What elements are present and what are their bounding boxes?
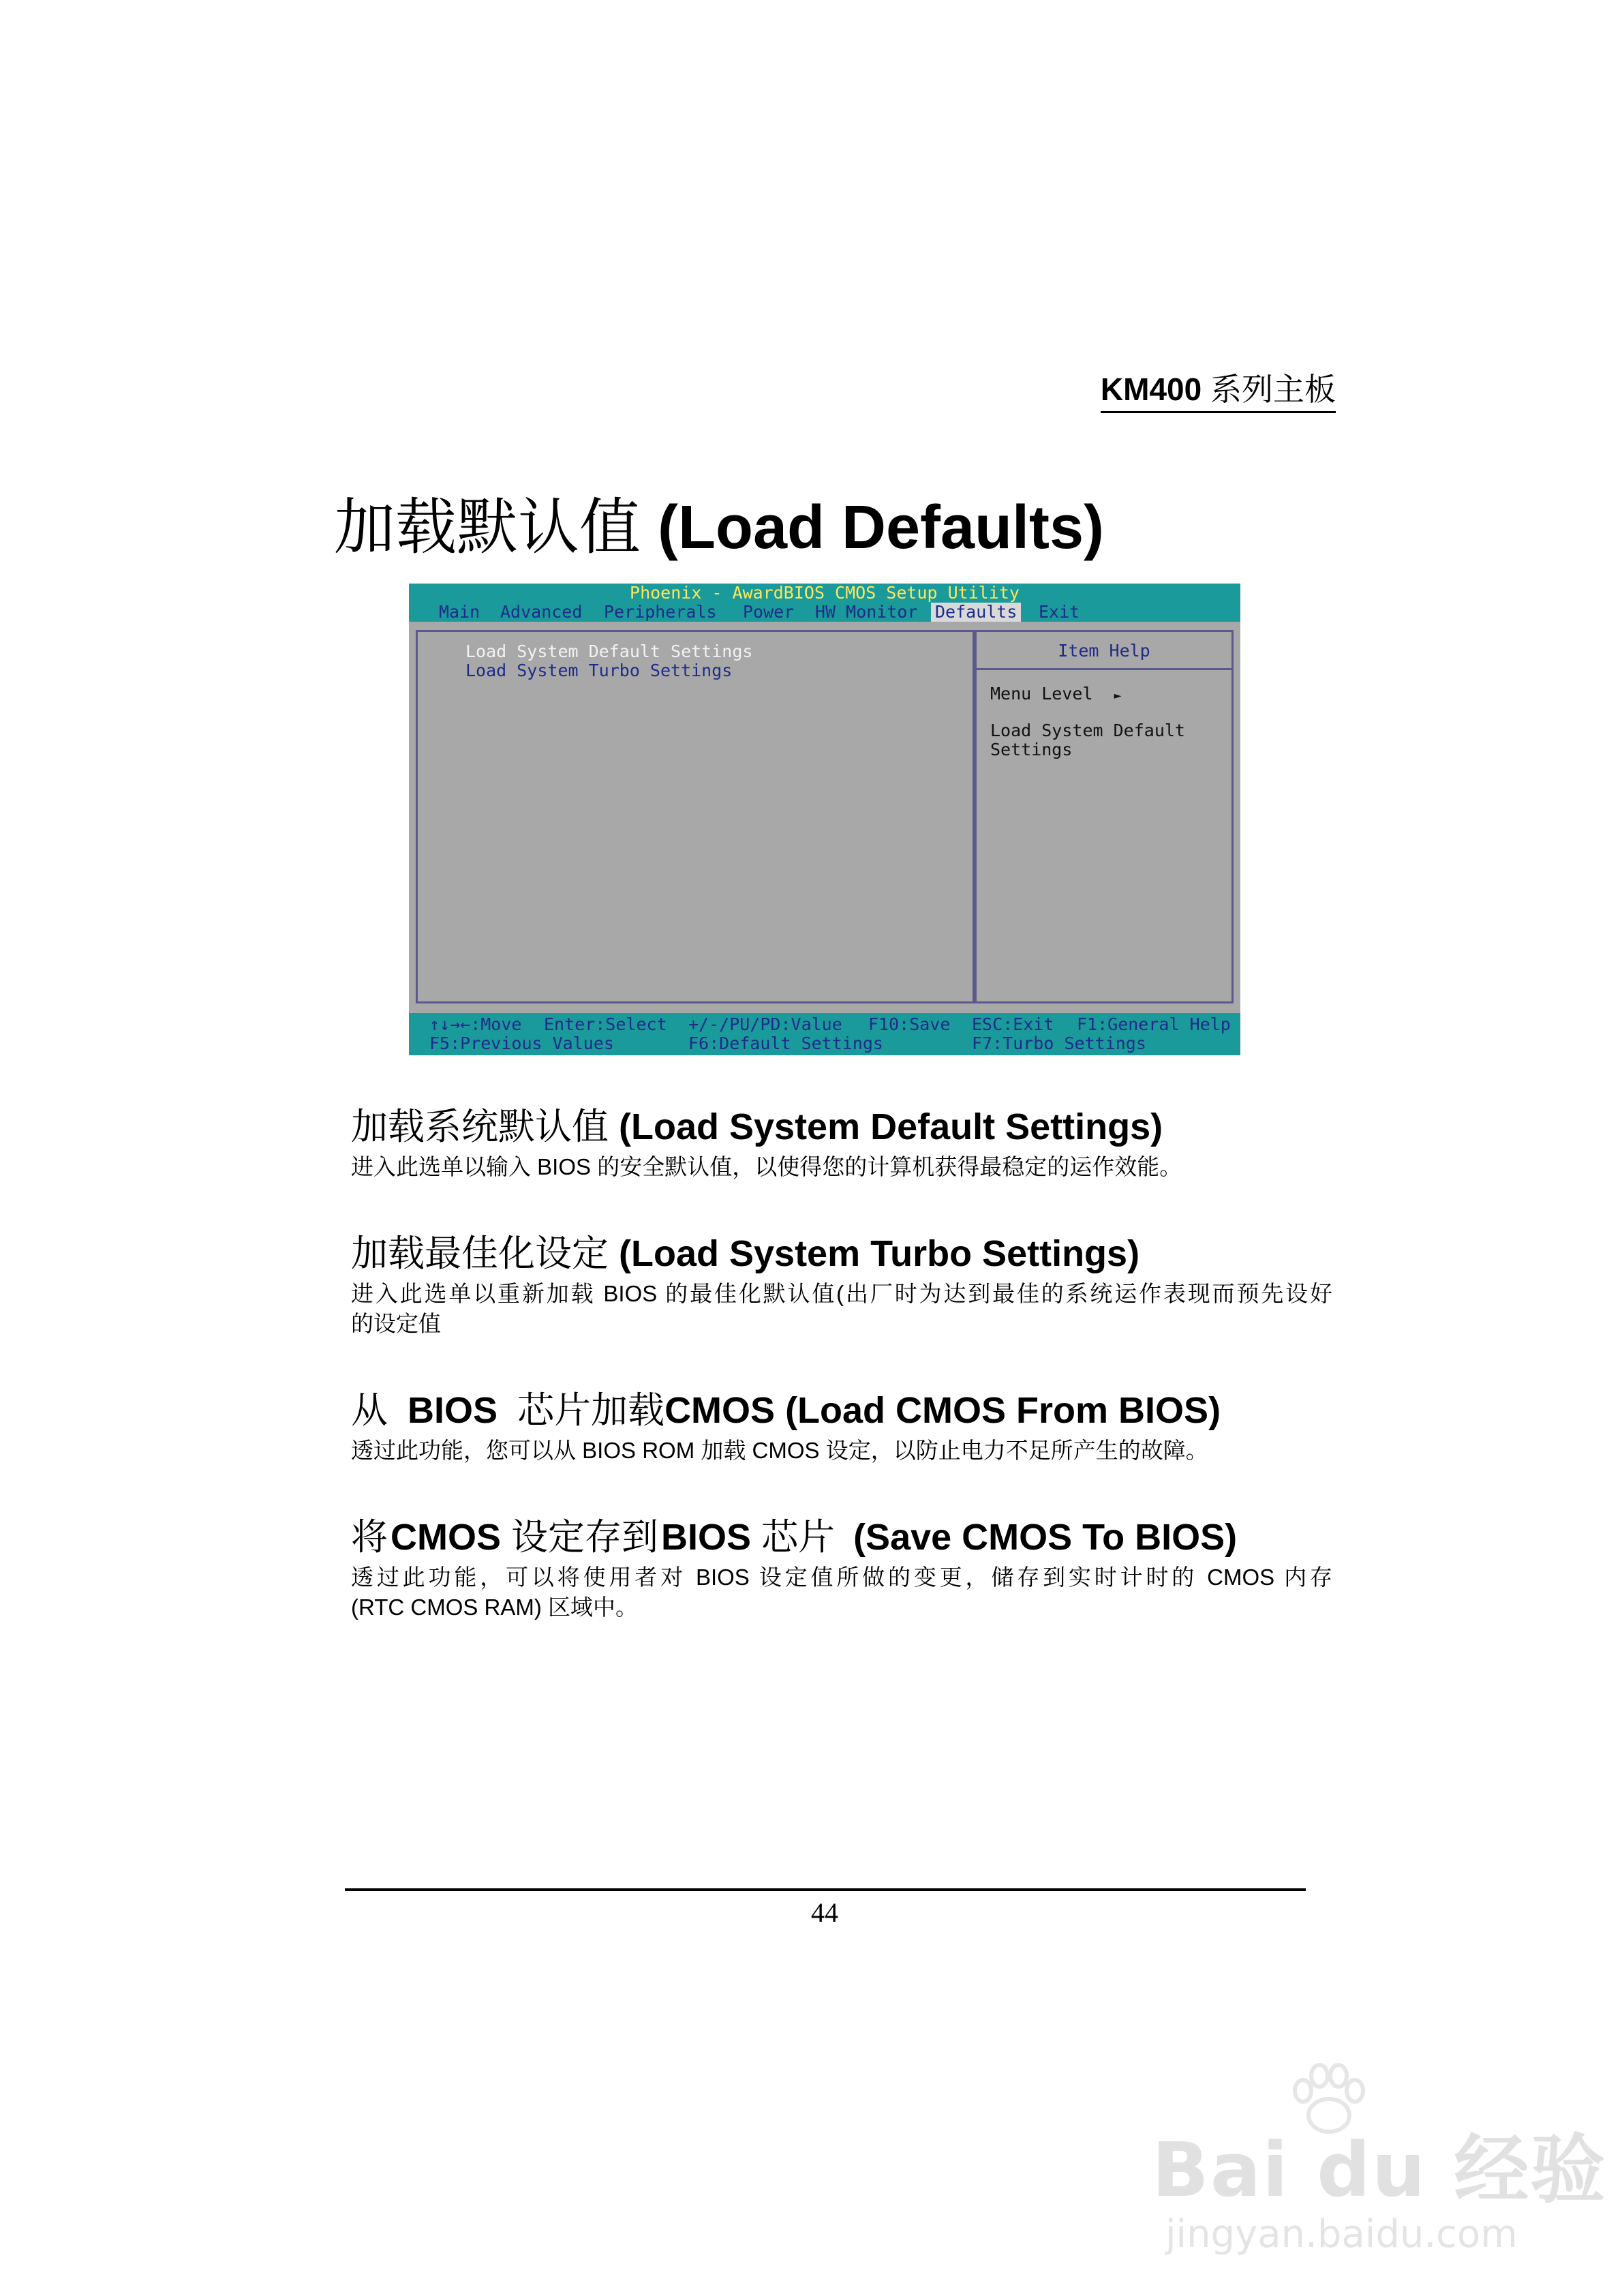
bios-help-title: Item Help: [977, 632, 1231, 670]
bios-help-panel: [975, 630, 1234, 1003]
help-menu-level-label: Menu Level: [990, 684, 1093, 704]
header-series: 系列主板: [1210, 372, 1336, 407]
bios-key-turbo: F7:Turbo Settings: [972, 1033, 1146, 1053]
bios-key-legend: [409, 1013, 1240, 1055]
section-heading-part: 芯片: [761, 1517, 836, 1558]
bios-option-load-default: Load System Default Settings: [465, 641, 753, 661]
page-title-cn: 加载默认值: [334, 494, 641, 562]
bios-key-default: F6:Default Settings: [688, 1033, 883, 1053]
page-title-en: (Load Defaults): [658, 494, 1105, 562]
bios-menu-peripherals: Peripherals: [604, 602, 717, 622]
section-heading-part: BIOS: [661, 1517, 752, 1558]
section-heading-part: CMOS: [391, 1517, 501, 1558]
section-heading-save-cmos: [351, 1508, 1237, 1560]
section-heading-cn: 加载最佳化设定: [351, 1233, 609, 1274]
bios-menu-hw-monitor: HW Monitor: [815, 602, 918, 622]
footer-divider: [345, 1888, 1306, 1891]
section-body-save-cmos-line1: 透过此功能，可以将使用者对 BIOS 设定值所做的变更，储存到实时计时的 CMOS 内存: [351, 1565, 1332, 1590]
bios-help-text-line1: Load System Default: [990, 721, 1185, 740]
section-heading-part: (Save CMOS To BIOS): [853, 1517, 1238, 1558]
section-body-load-cmos: 透过此功能，您可以从 BIOS ROM 加载 CMOS 设定，以防止电力不足所产生的故障。: [351, 1438, 1208, 1463]
bios-options-panel: [416, 630, 975, 1003]
bios-key-help: F1:General Help: [1077, 1014, 1231, 1034]
section-heading-part: 设定存到: [511, 1517, 659, 1558]
bios-key-select: Enter:Select: [544, 1014, 667, 1034]
watermark-brand: Bai du 经验: [1152, 2126, 1607, 2214]
bios-help-text-line2: Settings: [990, 740, 1073, 759]
bios-key-value: +/-/PU/PD:Value: [688, 1014, 842, 1034]
section-body-load-turbo-line1: 进入此选单以重新加载 BIOS 的最佳化默认值(出厂时为达到最佳的系统运作表现而预先设好: [351, 1281, 1332, 1306]
section-heading-part: CMOS (Load CMOS From BIOS): [664, 1390, 1221, 1431]
bios-title-bar: Phoenix - AwardBIOS CMOS Setup Utility: [409, 584, 1240, 603]
bios-key-move: ↑↓→←:Move: [429, 1014, 522, 1034]
section-heading-part: 将: [351, 1517, 388, 1558]
bios-menu-power: Power: [743, 602, 795, 622]
bios-help-menu-level: [990, 684, 1121, 704]
section-heading-load-cmos: [351, 1381, 1221, 1434]
watermark-url: jingyan.baidu.com: [1165, 2212, 1518, 2256]
header-model: KM400: [1100, 372, 1202, 407]
section-heading-load-default: [351, 1098, 1163, 1150]
section-body-save-cmos-line2: (RTC CMOS RAM) 区域中。: [351, 1595, 639, 1620]
bios-option-load-turbo: Load System Turbo Settings: [465, 661, 733, 680]
bios-key-save: F10:Save: [868, 1014, 951, 1034]
bios-screenshot: [409, 584, 1240, 1055]
section-body-load-default: 进入此选单以输入 BIOS 的安全默认值，以使得您的计算机获得最稳定的运作效能。: [351, 1154, 1182, 1179]
baidu-watermark: [1152, 2062, 1607, 2267]
section-heading-part: 从: [351, 1390, 388, 1431]
section-heading-load-turbo: [351, 1224, 1139, 1277]
bios-key-exit: ESC:Exit: [972, 1014, 1054, 1034]
page-title: [334, 477, 1104, 566]
section-heading-cn: 加载系统默认值: [351, 1106, 609, 1147]
bios-menu-defaults: Defaults: [931, 603, 1021, 622]
running-header: [1101, 365, 1336, 413]
bios-menu-main: Main: [439, 602, 480, 622]
arrow-right-icon: ►: [1114, 689, 1122, 703]
section-heading-en: (Load System Turbo Settings): [619, 1233, 1140, 1274]
section-heading-part: BIOS: [408, 1390, 498, 1431]
bios-key-previous: F5:Previous Values: [429, 1033, 614, 1053]
section-heading-part: 芯片加载: [517, 1390, 665, 1431]
bios-menu-advanced: Advanced: [500, 602, 583, 622]
bios-menu-exit: Exit: [1039, 602, 1080, 622]
page-number: 44: [811, 1897, 838, 1928]
bios-menu-bar: [409, 603, 1240, 622]
section-heading-en: (Load System Default Settings): [619, 1106, 1163, 1147]
section-body-load-turbo-line2: 的设定值: [351, 1311, 441, 1336]
